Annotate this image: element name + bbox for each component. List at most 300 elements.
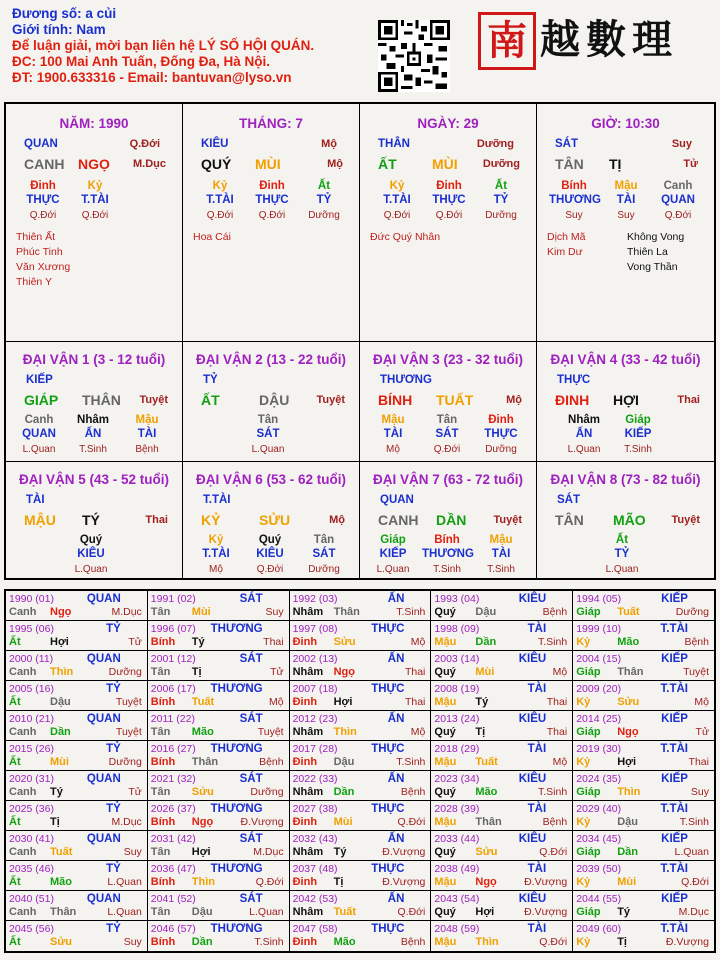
year-stage: T.Sinh [254,936,284,948]
year-branch: Ngọ [617,726,639,738]
year-stem: Tân [150,666,171,678]
hidden-stage: T.Sinh [624,444,652,455]
year-cell [6,861,148,890]
year-stem: Nhâm [292,846,324,858]
year-label: 2040 (51) [9,893,54,905]
year-god: KIÊU [518,833,547,845]
year-cell [6,651,148,680]
year-god: THỰC [371,923,405,935]
year-stem: Nhâm [292,666,324,678]
year-god: THƯƠNG [210,803,263,815]
year-stem: Canh [9,906,37,918]
year-god: QUAN [86,713,121,725]
year-branch: Dậu [191,906,213,918]
year-stem: Tân [150,606,171,618]
year-label: 2048 (59) [434,923,480,935]
year-branch: Thìn [475,936,499,948]
year-label: 2028 (39) [434,803,480,815]
hidden-stem: Giáp [625,414,651,426]
hidden-stem: Đinh [436,180,462,192]
year-stem: Quý [434,726,456,738]
year-cell [290,921,432,951]
year-branch: Thìn [333,726,357,738]
luck-pillar-cell [6,342,183,462]
hidden-stage: Q.Đới [435,210,463,221]
year-row [6,891,714,921]
year-branch: Mão [333,936,356,948]
luck-branch: THÂN [82,392,121,408]
luck-stem: KỶ [201,512,221,528]
year-cell [148,651,290,680]
year-stage: Tử [128,636,142,648]
earthly-branch: MÙI [255,156,281,172]
luck-stem: CANH [378,512,419,528]
luck-stage: Thai [677,394,700,406]
year-cell [148,861,290,890]
year-cell [6,591,148,620]
year-god: QUAN [86,833,121,845]
star-name: Kim Dư [547,246,583,258]
year-stem: Giáp [576,606,601,618]
year-stem: Mậu [434,876,457,888]
hidden-god: TÀI [137,428,157,440]
year-god: TÀI [527,803,547,815]
year-cell [6,771,148,800]
hidden-god: QUAN [22,428,56,440]
year-label: 2045 (56) [9,923,54,935]
hidden-stage: Suy [617,210,635,221]
year-label: 2037 (48) [292,863,338,875]
luck-god: TỶ [203,374,218,386]
year-stem: Quý [434,906,456,918]
year-god: KIẾP [661,893,688,905]
year-label: 2031 (42) [150,833,196,845]
year-cell [6,621,148,650]
year-row [6,621,714,651]
year-stage: L.Quan [674,846,709,858]
year-branch: Dần [50,726,71,738]
luck-pillar-cell [537,342,714,462]
star-name: Thiên Y [16,276,52,288]
hidden-stage: Suy [565,210,583,221]
luck-branch: TUẤT [436,392,474,408]
hidden-stage: L.Quan [22,444,56,455]
luck-branch: DẬU [259,392,290,408]
year-cell [431,801,573,830]
hidden-stage: L.Quan [605,564,639,575]
year-branch: Tị [475,726,486,738]
year-branch: Mão [191,726,214,738]
luck-stage: Thai [145,514,168,526]
pillar-cell [537,104,714,342]
year-god: SÁT [239,593,263,605]
heavenly-stem: TÂN [555,156,584,172]
stage-top: Mộ [321,138,337,150]
year-stage: Thai [404,666,426,678]
year-stem: Giáp [576,666,601,678]
year-cell [431,741,573,770]
year-god: TÀI [527,863,547,875]
year-row [6,831,714,861]
year-cell [431,681,573,710]
hidden-stem: Canh [663,180,693,192]
year-stem: Ất [9,636,21,648]
star-name: Văn Xương [16,261,71,273]
year-cell [573,741,714,770]
ten-god: KIÊU [201,138,229,150]
luck-title: ĐẠI VẬN 5 (43 - 52 tuổi) [18,472,170,487]
luck-pillar-cell [360,462,537,578]
star-name: Phúc Tinh [16,246,63,258]
year-label: 2016 (27) [150,743,196,755]
luck-god: QUAN [380,494,414,506]
year-cell [290,621,432,650]
earthly-branch: MÙI [432,156,458,172]
year-branch: Mùi [191,606,211,618]
hidden-god: QUAN [661,194,695,206]
subject-name: Đương số: a củi [12,6,117,21]
year-branch: Tuất [475,756,498,768]
year-label: 2009 (20) [576,683,622,695]
hidden-stage: Q.Đới [206,210,234,221]
year-branch: Thân [475,816,502,828]
year-god: TỶ [106,803,121,815]
year-stage: Bệnh [542,816,568,828]
hidden-stem: Bính [561,180,587,192]
year-stage: Bệnh [400,936,426,948]
year-stem: Giáp [576,786,601,798]
year-stem: Đinh [292,936,318,948]
heavenly-stem: QUÝ [201,156,232,172]
phone-email: ĐT: 1900.633316 - Email: bantuvan@lyso.vn [12,70,292,85]
year-god: TÀI [527,683,547,695]
hidden-stem: Tân [257,414,279,426]
gender: Giới tính: Nam [12,22,106,37]
year-god: T.TÀI [660,803,688,815]
heavenly-stem: CANH [24,156,65,172]
year-label: 2034 (45) [576,833,622,845]
year-stage: Dưỡng [108,756,142,768]
hidden-stem: Kỷ [208,534,224,546]
year-god: KIÊU [518,653,547,665]
hidden-stage: Mộ [209,564,223,575]
year-branch: Tuất [191,696,215,708]
year-stage: Mộ [410,636,426,648]
year-stage: Tuyệt [115,726,142,738]
year-label: 2013 (24) [434,713,480,725]
year-god: THỰC [371,683,405,695]
year-stem: Bính [150,696,176,708]
year-stage: Mộ [694,696,709,708]
year-stem: Ất [9,816,21,828]
year-label: 2018 (29) [434,743,480,755]
year-god: THỰC [371,623,405,635]
year-branch: Dần [333,786,355,798]
year-stage: Thai [546,726,568,738]
year-cell [6,891,148,920]
year-branch: Thân [333,606,360,618]
luck-god: THƯƠNG [380,374,432,386]
luck-god: TÀI [26,494,45,506]
year-god: T.TÀI [660,923,688,935]
hidden-god: THƯƠNG [422,548,474,560]
year-stem: Quý [434,786,456,798]
year-god: THƯƠNG [210,623,263,635]
year-label: 2006 (17) [150,683,196,695]
luck-title: ĐẠI VẬN 1 (3 - 12 tuổi) [22,352,166,367]
hidden-stage: L.Quan [376,564,410,575]
hidden-stage: Q.Đới [81,210,109,221]
hidden-stem: Kỷ [87,180,103,192]
hidden-god: ẤN [575,428,593,440]
luck-stage: Mộ [506,394,522,406]
year-label: 2030 (41) [9,833,54,845]
hidden-stem: Bính [434,534,460,546]
year-label: 2042 (53) [292,893,338,905]
stars-list-2 [627,230,684,275]
year-god: KIẾP [661,653,688,665]
year-stage: Mộ [552,756,568,768]
year-stage: Bệnh [259,756,284,768]
year-stem: Kỷ [576,636,591,648]
year-label: 2041 (52) [150,893,196,905]
year-god: THỰC [371,743,405,755]
year-god: T.TÀI [660,863,688,875]
year-stage: M.Dục [111,606,142,618]
year-label: 2025 (36) [9,803,54,815]
year-branch: Hợi [617,756,637,768]
year-branch: Sửu [617,696,640,708]
year-stem: Quý [434,666,456,678]
year-stage: Q.Đới [681,876,709,888]
year-branch: Dậu [475,606,497,618]
year-stem: Nhâm [292,906,324,918]
branch-stage: Tử [683,158,698,170]
year-stage: Mộ [552,666,568,678]
year-cell [573,831,714,860]
hidden-stage: L.Quan [567,444,601,455]
year-branch: Dậu [50,696,71,708]
year-label: 2026 (37) [150,803,196,815]
year-label: 2015 (26) [9,743,54,755]
year-stage: Thai [263,636,284,648]
year-cell [148,681,290,710]
hidden-stage: Q.Đới [256,564,284,575]
hidden-god: THỰC [255,194,289,206]
year-stem: Mậu [434,756,457,768]
ten-god: THÂN [378,138,410,150]
year-cell [148,771,290,800]
stars-list [370,230,440,245]
year-label: 2012 (23) [292,713,338,725]
year-label: 2008 (19) [434,683,480,695]
year-stage: Đ.Vượng [382,846,426,858]
stage-top: Q.Đới [129,138,160,150]
year-cell [6,741,148,770]
year-stage: L.Quan [249,906,284,918]
luck-stage: Tuyệt [671,514,700,526]
year-cell [148,891,290,920]
year-row [6,651,714,681]
year-label: 1996 (07) [150,623,196,635]
year-branch: Tị [50,816,60,828]
year-label: 2038 (49) [434,863,480,875]
year-god: KIẾP [661,773,688,785]
hidden-stem: Đinh [488,414,514,426]
year-branch: Ngọ [191,816,214,828]
year-cell [148,741,290,770]
stage-top: Suy [671,138,692,150]
branch-stage: M.Dục [133,158,166,170]
year-branch: Dần [191,936,213,948]
year-label: 2044 (55) [576,893,622,905]
hidden-stem: Mậu [381,414,405,426]
year-stem: Tân [150,846,171,858]
year-stage: Suy [690,786,709,798]
hidden-stage: L.Quan [251,444,285,455]
year-stage: Thai [546,696,568,708]
year-label: 1993 (04) [434,593,480,605]
hidden-god: TỶ [614,548,630,560]
hidden-stem: Nhâm [77,414,109,426]
hidden-god: TÀI [491,548,511,560]
year-stage: Tử [128,786,142,798]
ten-god: QUAN [24,138,58,150]
year-cell [6,681,148,710]
hidden-god: TỶ [316,194,332,206]
luck-title: ĐẠI VẬN 4 (33 - 42 tuổi) [550,352,701,367]
year-branch: Sửu [50,936,73,948]
year-stem: Bính [150,936,176,948]
year-god: THỰC [371,803,405,815]
year-cell [148,591,290,620]
hidden-stage: Mộ [386,444,400,455]
earthly-branch: TỊ [609,156,622,172]
year-cell [290,741,432,770]
year-stage: Dưỡng [108,666,142,678]
year-label: 2020 (31) [9,773,54,785]
year-label: 2002 (13) [292,653,338,665]
year-stage: Q.Đới [539,846,568,858]
luck-title: ĐẠI VẬN 8 (73 - 82 tuổi) [550,472,701,487]
branch-stage: Dưỡng [482,158,520,170]
year-stem: Mậu [434,696,457,708]
year-label: 2019 (30) [576,743,622,755]
year-branch: Ngọ [333,666,355,678]
year-cell [290,711,432,740]
hidden-god: KIẾP [379,548,407,560]
luck-stem: ĐINH [555,392,590,408]
luck-stem: GIÁP [24,392,59,408]
year-label: 2043 (54) [434,893,480,905]
hidden-stem: Mậu [135,414,159,426]
hidden-stem: Ất [615,534,629,546]
luck-god: T.TÀI [203,494,231,506]
year-branch: Tuất [50,846,73,858]
year-stage: Suy [265,606,284,618]
year-stage: Mộ [269,696,284,708]
hidden-stage: T.Sinh [487,564,515,575]
year-stem: Kỷ [576,816,591,828]
hidden-stem: Kỷ [389,180,405,192]
year-label: 2027 (38) [292,803,338,815]
year-stem: Mậu [434,936,457,948]
year-god: ẤN [387,713,405,725]
year-label: 2035 (46) [9,863,54,875]
year-cell [573,591,714,620]
hidden-stem: Ất [317,180,331,192]
qr-code-icon [378,20,450,92]
year-god: ẤN [387,833,405,845]
logo [478,10,714,72]
year-cell [290,831,432,860]
year-cell [290,801,432,830]
year-god: TÀI [527,743,547,755]
logo-seal: 南 [478,12,536,70]
year-cell [573,771,714,800]
year-stage: Đ.Vượng [665,936,709,948]
year-god: THƯƠNG [210,923,263,935]
year-stage: M.Dục [678,906,709,918]
year-label: 2017 (28) [292,743,338,755]
star-name: Hoa Cái [193,231,231,243]
pillar-cell [6,104,183,342]
year-stem: Nhâm [292,786,324,798]
year-label: 1995 (06) [9,623,54,635]
year-label: 2046 (57) [150,923,196,935]
contact-note: Để luận giải, mời bạn liên hệ LÝ SỐ HỘI QUÁN. [12,38,315,53]
year-god: THỰC [371,863,405,875]
year-god: QUAN [86,773,121,785]
luck-branch: MÃO [613,512,646,528]
star-name: Thiên Ất [16,231,56,243]
year-stem: Đinh [292,816,318,828]
hidden-stage: Q.Đới [383,210,411,221]
year-cell [148,831,290,860]
year-stem: Đinh [292,756,318,768]
year-stem: Đinh [292,696,318,708]
year-branch: Mùi [50,756,69,768]
year-branch: Tý [50,786,63,798]
year-god: T.TÀI [660,623,688,635]
hidden-god: THỰC [432,194,466,206]
year-branch: Tuất [333,906,356,918]
year-stage: Suy [123,846,142,858]
year-label: 2032 (43) [292,833,338,845]
year-stage: Dưỡng [250,786,284,798]
hidden-god: TỶ [493,194,509,206]
year-stage: Q.Đới [397,816,426,828]
year-god: THƯƠNG [210,863,263,875]
hidden-god: T.TÀI [206,194,234,206]
year-cell [290,651,432,680]
year-cell [573,681,714,710]
luck-title: ĐẠI VẬN 6 (53 - 62 tuổi) [195,472,347,487]
year-cell [6,711,148,740]
year-branch: Ngọ [50,606,72,618]
hidden-stage: Q.Đới [29,210,57,221]
year-god: KIẾP [661,713,688,725]
year-cell [290,681,432,710]
year-stem: Canh [9,666,37,678]
year-god: TỶ [106,743,121,755]
year-branch: Thìn [50,666,74,678]
year-stem: Kỷ [576,756,591,768]
hidden-stem: Tân [436,414,458,426]
year-label: 1992 (03) [292,593,338,605]
luck-stage: Tuyệt [316,394,345,406]
year-god: SÁT [239,653,263,665]
